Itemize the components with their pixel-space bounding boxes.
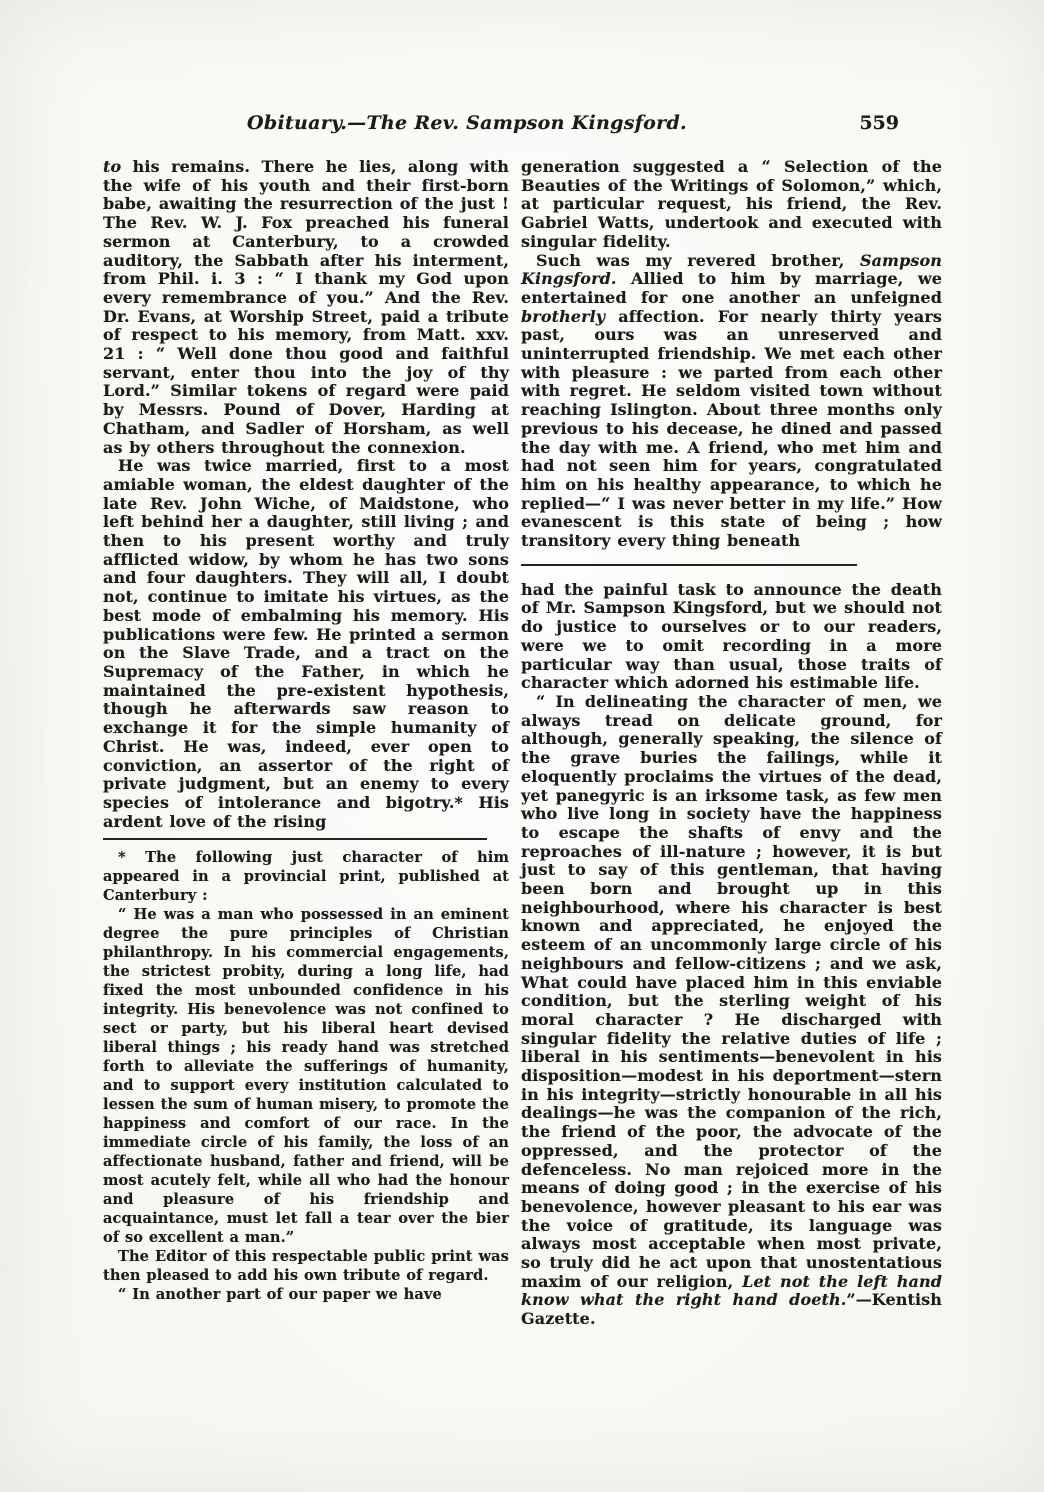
- right-column: [521, 158, 942, 1329]
- text-run: Allied to him by marriage, we entertained for one another an unfeigned: [521, 269, 942, 307]
- left-main-text: [103, 158, 509, 831]
- text-run: his remains. There he lies, along with the wife of his youth and their first-born babe, awaiting the resurrection of the just ! The Rev. W. J. Fox preached his funeral sermon at Canterbury, to a crowded auditory, the Sabbath after his interment, from Phil. i. 3 : “ I thank my God upon every remembrance of you.” And the Rev. Dr. Evans, at Worship Street, paid a tribute of respect to his memory, from Matt. xxv. 21 : “ Well done thou good and faithful servant, enter thou into the joy of thy Lord.” Similar tokens of regard were paid by Messrs. Pound of Dover, Harding at Chatham, and Sadler of Horsham, as well as by others throughout the connexion.: [103, 157, 509, 457]
- italic-text-run: to: [103, 157, 122, 176]
- page-number: 559: [859, 112, 899, 134]
- text-run: He was twice married, first to a most amiable woman, the eldest daughter of the late Rev. John Wiche, of Maidstone, who left behind her a daughter, still living ; and then to his present worthy and truly afflicted widow, by whom he has two sons and four daughters. They will all, I doubt not, continue to imitate his virtues, as the best mode of embalming his memory. His publications were few. He printed a sermon on the Slave Trade, and a tract on the Supremacy of the Father, in which he maintained the pre-existent hypothesis, though he afterwards saw reason to exchange it for the simple humanity of Christ. He was, indeed, ever open to conviction, an assertor of the right of private judgment, but an enemy to every species of intolerance and bigotry.* His ardent love of the rising: [103, 456, 509, 831]
- paragraph: [103, 1247, 509, 1285]
- text-run: ”—Kentish Gazette.: [521, 1290, 942, 1329]
- right-main-text: [521, 158, 942, 551]
- paragraph: [103, 848, 509, 905]
- text-run: “ In delineating the character of men, we always tread on delicate ground, for although, generally speaking, the silence of the grave buries the failings, while it eloquently proclaims the virtues of the dead, yet panegyric is an irksome task, as few men who live long in society have the happiness to escape the shafts of envy and the reproaches of ill-nature ; however, it is but just to say of this gentleman, that having been born and brought up in this neighbourhood, where his character is best known and appreciated, he enjoyed the esteem of an uncommonly large circle of his neighbours and fellow-citizens ; and we ask, What could have placed him in this enviable condition, but the sterling weight of his moral character ? He discharged with singular fidelity the relative duties of life ; liberal in his sentiments—benevolent in his disposition—modest in his deportment—stern in his integrity—strictly honourable in all his dealings—he was the companion of the rich, the friend of the poor, the advocate of the oppressed, and the protector of the defenceless. No man rejoiced more in the means of doing good ; in the exercise of his benevolence, however pleasant to his ear was the voice of gratitude, its language was always most acceptable when most private, so truly did he act upon that unostentatious maxim of our religion,: [521, 691, 942, 1291]
- section-separator-rule: [521, 564, 857, 566]
- footnote-text: [103, 848, 509, 1304]
- text-run: affection. For nearly thirty years past, ours was an unreserved and uninterrupted friendship. We met each other with pleasure : we parted from each other with regret. He seldom visited town without reaching Islington. About three months only previous to his decease, he dined and passed the day with me. A friend, who met him and had not seen him for years, congratulated him on his healthy appearance, to which he replied—“ I was never better in my life.” How evanescent is this state of being ; how transitory every thing beneath: [521, 306, 942, 551]
- left-column: [103, 158, 509, 1304]
- text-run: “ In another part of our paper we have: [118, 1286, 442, 1304]
- right-continuation-text: [521, 581, 942, 1329]
- footnote-separator-rule: [103, 838, 487, 840]
- text-run: generation suggested a “ Selection of the Beauties of the Writings of Solomon,” which, at particular request, his friend, the Rev. Gabriel Watts, undertook and executed with singular fidelity.: [521, 157, 942, 251]
- text-run: Such was my revered brother,: [536, 250, 860, 270]
- paragraph: [521, 158, 942, 252]
- text-run: The Editor of this respectable public print was then pleased to add his own tribute of regard.: [103, 1248, 509, 1285]
- text-run: had the painful task to announce the death of Mr. Sampson Kingsford, but we should not do justice to ourselves or to our readers, were we to omit recording in a more particular way than usual, those traits of character which adorned his estimable life.: [521, 579, 942, 693]
- paragraph: [103, 158, 509, 457]
- paragraph: [103, 1285, 509, 1304]
- paragraph: [103, 905, 509, 1247]
- paragraph: [521, 252, 942, 551]
- page-header: [103, 112, 941, 140]
- italic-text-run: Let not the left hand know what the right hand doeth.: [521, 1271, 943, 1310]
- italic-text-run: brotherly: [521, 306, 606, 326]
- paragraph: [521, 693, 942, 1329]
- text-run: “ He was a man who possessed in an eminent degree the pure principles of Christian philanthropy. In his commercial engagements, the strictest probity, during a long life, had fixed the most unbounded confidence in his integrity. His benevolence was not confined to sect or party, but his liberal heart devised liberal things ; his ready hand was stretched forth to alleviate the sufferings of humanity, and to support every institution calculated to lessen the sum of human misery, to promote the happiness and comfort of our race. In the immediate circle of his family, the loss of an affectionate husband, father and friend, will be most acutely felt, while all who had the honour and pleasure of his friendship and acquaintance, must let fall a tear over the bier of so excellent a man.”: [103, 906, 509, 1247]
- running-title: Obituary.—The Rev. Sampson Kingsford.: [247, 112, 687, 134]
- text-run: * The following just character of him appeared in a provincial print, published at Canterbury :: [103, 849, 509, 905]
- italic-text-run: Sampson Kingsford.: [521, 250, 942, 289]
- paragraph: [521, 581, 942, 693]
- paragraph: [103, 457, 509, 831]
